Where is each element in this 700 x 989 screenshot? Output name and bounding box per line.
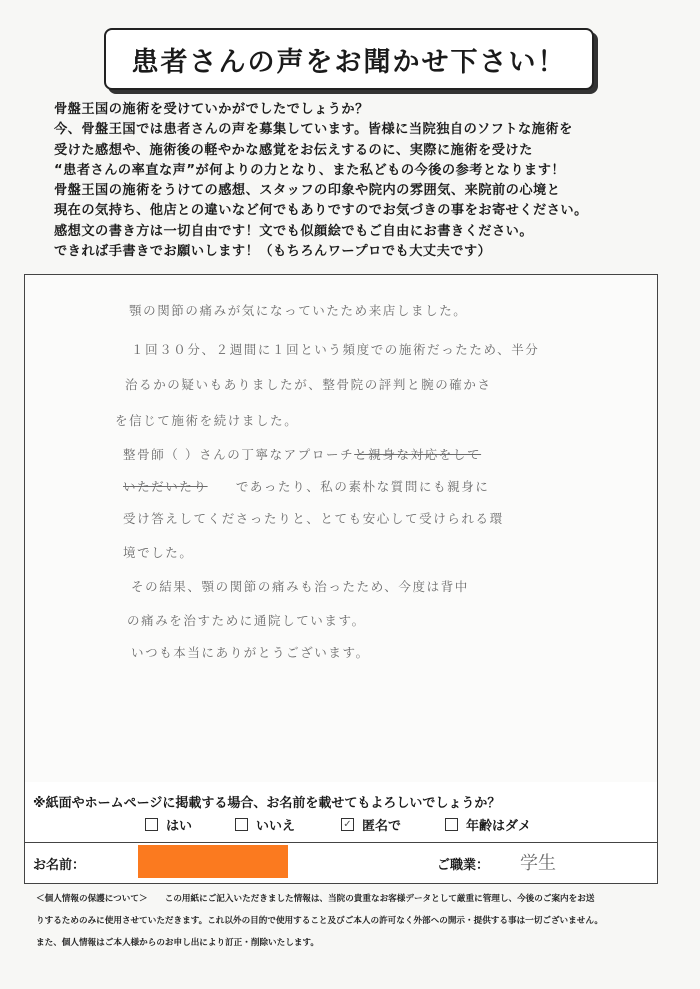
intro-line: 骨盤王国の施術を受けていかがでしたでしょうか？ xyxy=(54,102,369,117)
job-value: 学生 xyxy=(520,853,556,874)
option-label: いいえ xyxy=(256,819,296,834)
intro-line: 感想文の書き方は一切自由です！文でも似顔絵でもご自由にお書きください。 xyxy=(54,223,534,239)
name-label: お名前： xyxy=(33,858,86,873)
comment-line: を信じて施術を続けました。 xyxy=(115,413,299,428)
intro-line: できれば手書きでお願いします！（もちろんワープロでも大丈夫です） xyxy=(54,244,492,260)
comment-line: 境でした。 xyxy=(123,545,194,560)
struck-segment: と親身な対応をして xyxy=(354,447,482,462)
checkbox-checked[interactable]: ✓ xyxy=(341,818,354,831)
consent-question: ※紙面やホームページに掲載する場合、お名前を載せてもよろしいでしょうか？ xyxy=(33,796,501,811)
comment-line: 治るかの疑いもありましたが、整骨院の評判と腕の確かさ xyxy=(125,377,492,392)
privacy-line: ＜個人情報の保護について＞ この用紙にご記入いただきました情報は、当院の貴重なお客様データとして厳重に管理し、今後のご案内をお送 xyxy=(36,894,595,904)
comment-line xyxy=(123,477,490,495)
struck-segment: いただいたり xyxy=(123,479,208,494)
intro-line: 現在の気持ち、他店との違いなど何でもありですのでお気づきの事をお寄せください。 xyxy=(54,203,588,219)
comment-box xyxy=(24,274,658,784)
intro-line: “患者さんの率直な声”が何よりの力となり、また私どもの今後の参考となります！ xyxy=(54,162,566,178)
comment-segment: 整骨師（ ）さんの丁寧なアプローチ xyxy=(123,447,355,462)
comment-line xyxy=(123,445,481,463)
privacy-line: りするためのみに使用させていただきます。これ以外の目的で使用すること及びご本人の許可なく外部への開示・提供する事は一切ございません。 xyxy=(36,916,604,926)
checkbox[interactable] xyxy=(445,818,458,831)
option-label: 匿名で xyxy=(362,819,402,834)
intro-line: 受けた感想や、施術後の軽やかな感覚をお伝えするのに、実際に施術を受けた xyxy=(54,142,533,158)
name-section xyxy=(24,842,658,884)
page-title: 患者さんの声をお聞かせ下さい！ xyxy=(131,46,567,78)
option-anonymous[interactable] xyxy=(341,815,401,834)
option-no[interactable] xyxy=(235,815,295,834)
consent-section xyxy=(24,782,658,843)
comment-line: いつも本当にありがとうございます。 xyxy=(131,645,370,660)
comment-line: その結果、顎の関節の痛みも治ったため、今度は背中 xyxy=(131,579,469,594)
comment-line: １回３０分、２週間に１回という頻度での施術だったため、半分 xyxy=(131,342,540,357)
title-box xyxy=(104,28,594,90)
job-label: ご職業： xyxy=(437,858,490,873)
comment-segment: であったり、私の素朴な質問にも親身に xyxy=(235,479,490,494)
comment-line: 受け答えしてくださったりと、とても安心して受けられる環 xyxy=(123,511,504,526)
option-label: はい xyxy=(166,819,193,834)
comment-line: 顎の関節の痛みが気になっていたため来店しました。 xyxy=(129,303,468,318)
checkbox[interactable] xyxy=(235,818,248,831)
checkbox[interactable] xyxy=(145,818,158,831)
intro-line: 今、骨盤王国では患者さんの声を募集しています。皆様に当院独自のソフトな施術を xyxy=(54,122,573,138)
option-label: 年齢はダメ xyxy=(466,819,532,834)
option-no-age[interactable] xyxy=(445,815,531,834)
comment-line: の痛みを治すために通院しています。 xyxy=(127,613,366,628)
privacy-line: また、個人情報はご本人様からのお申し出により訂正・削除いたします。 xyxy=(36,938,319,948)
intro-line: 骨盤王国の施術をうけての感想、スタッフの印象や院内の雰囲気、来院前の心境と xyxy=(54,183,561,199)
redacted-name xyxy=(138,845,288,878)
privacy-notice xyxy=(36,888,676,954)
option-yes[interactable] xyxy=(145,815,192,834)
intro-text xyxy=(54,100,674,262)
